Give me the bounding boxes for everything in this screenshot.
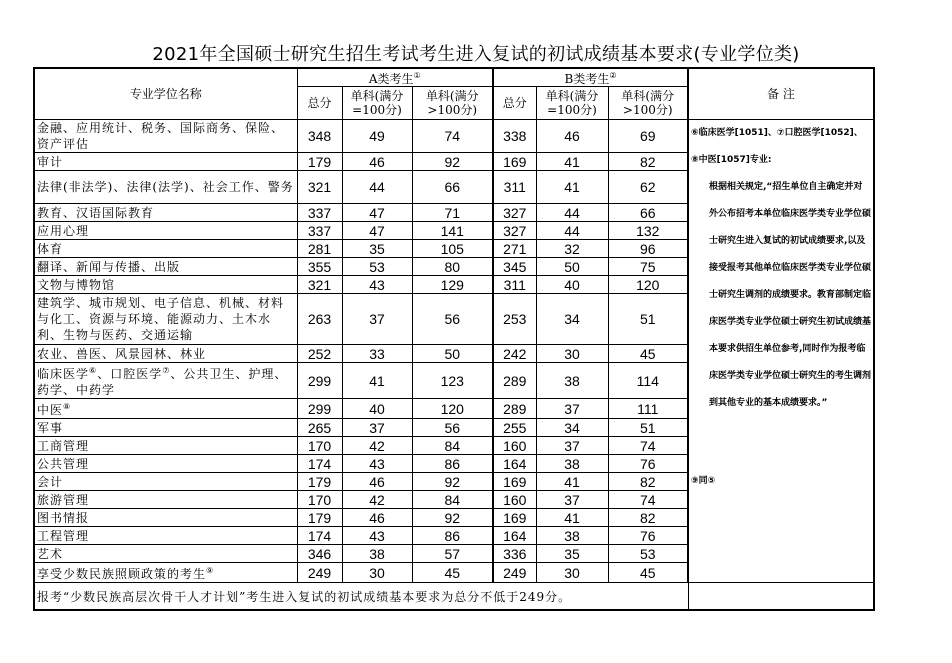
b-single-100-cell: 41	[536, 153, 608, 171]
b-single-100-cell: 34	[536, 419, 608, 437]
remark-line-4: ⑨同⑤	[691, 476, 716, 486]
a-total-cell: 179	[297, 153, 342, 171]
a-single-gt100-cell: 57	[412, 545, 493, 563]
b-single-gt100-cell: 132	[608, 222, 688, 240]
row-name: 文物与博物馆	[34, 276, 297, 294]
a-total-cell: 337	[297, 222, 342, 240]
header-b-total: 总分	[493, 87, 536, 120]
b-single-gt100-cell: 120	[608, 276, 688, 294]
row-name: 军事	[34, 419, 297, 437]
b-single-gt100-cell: 62	[608, 171, 688, 204]
a-single-gt100-cell: 84	[412, 437, 493, 455]
row-name: 农业、兽医、风景园林、林业	[34, 345, 297, 363]
a-single-100-cell: 40	[342, 399, 412, 419]
b-single-100-cell: 38	[536, 527, 608, 545]
a-single-gt100-cell: 50	[412, 345, 493, 363]
b-total-cell: 169	[493, 153, 536, 171]
b-single-gt100-cell: 66	[608, 204, 688, 222]
a-single-gt100-cell: 141	[412, 222, 493, 240]
b-single-100-cell: 35	[536, 545, 608, 563]
b-single-gt100-cell: 51	[608, 294, 688, 345]
row-name: 金融、应用统计、税务、国际商务、保险、资产评估	[34, 120, 297, 153]
b-total-cell: 164	[493, 455, 536, 473]
b-single-gt100-cell: 69	[608, 120, 688, 153]
header-b-single-100: 单科(满分=100分)	[536, 87, 608, 120]
a-single-100-cell: 42	[342, 437, 412, 455]
row-name: 旅游管理	[34, 491, 297, 509]
a-single-gt100-cell: 74	[412, 120, 493, 153]
a-total-cell: 170	[297, 491, 342, 509]
a-single-gt100-cell: 105	[412, 240, 493, 258]
b-total-cell: 311	[493, 171, 536, 204]
a-total-cell: 346	[297, 545, 342, 563]
b-single-gt100-cell: 111	[608, 399, 688, 419]
b-total-cell: 289	[493, 363, 536, 399]
a-total-cell: 265	[297, 419, 342, 437]
footer-note: 报考“少数民族高层次骨干人才计划”考生进入复试的初试成绩基本要求为总分不低于249分。	[34, 583, 688, 611]
b-single-100-cell: 30	[536, 345, 608, 363]
a-total-cell: 321	[297, 171, 342, 204]
b-total-cell: 327	[493, 222, 536, 240]
a-single-100-cell: 46	[342, 509, 412, 527]
a-single-gt100-cell: 66	[412, 171, 493, 204]
b-single-gt100-cell: 74	[608, 437, 688, 455]
a-single-100-cell: 33	[342, 345, 412, 363]
a-single-gt100-cell: 56	[412, 294, 493, 345]
b-single-gt100-cell: 96	[608, 240, 688, 258]
a-single-gt100-cell: 86	[412, 455, 493, 473]
a-single-gt100-cell: 86	[412, 527, 493, 545]
a-single-gt100-cell: 92	[412, 509, 493, 527]
header-name-column: 专业学位名称	[34, 68, 297, 120]
b-single-100-cell: 30	[536, 563, 608, 583]
b-total-cell: 160	[493, 437, 536, 455]
b-total-cell: 327	[493, 204, 536, 222]
b-single-gt100-cell: 76	[608, 527, 688, 545]
row-name: 建筑学、城市规划、电子信息、机械、材料与化工、资源与环境、能源动力、土木水利、生物与医药、交通运输	[34, 294, 297, 345]
a-single-100-cell: 42	[342, 491, 412, 509]
a-total-cell: 249	[297, 563, 342, 583]
b-single-gt100-cell: 76	[608, 455, 688, 473]
a-single-gt100-cell: 71	[412, 204, 493, 222]
a-total-cell: 321	[297, 276, 342, 294]
row-name: 图书情报	[34, 509, 297, 527]
a-total-cell: 263	[297, 294, 342, 345]
b-total-cell: 253	[493, 294, 536, 345]
table-row	[34, 120, 874, 153]
b-single-100-cell: 41	[536, 509, 608, 527]
b-single-gt100-cell: 82	[608, 509, 688, 527]
a-single-gt100-cell: 123	[412, 363, 493, 399]
b-single-100-cell: 40	[536, 276, 608, 294]
a-single-gt100-cell: 80	[412, 258, 493, 276]
b-total-cell: 271	[493, 240, 536, 258]
a-single-100-cell: 38	[342, 545, 412, 563]
footer-row	[34, 583, 874, 611]
a-single-gt100-cell: 129	[412, 276, 493, 294]
a-total-cell: 252	[297, 345, 342, 363]
b-total-cell: 242	[493, 345, 536, 363]
b-total-cell: 338	[493, 120, 536, 153]
b-single-gt100-cell: 53	[608, 545, 688, 563]
row-name: 会计	[34, 473, 297, 491]
b-total-cell: 164	[493, 527, 536, 545]
row-name: 翻译、新闻与传播、出版	[34, 258, 297, 276]
header-a-total: 总分	[297, 87, 342, 120]
b-total-cell: 336	[493, 545, 536, 563]
b-single-100-cell: 34	[536, 294, 608, 345]
a-single-100-cell: 49	[342, 120, 412, 153]
a-total-cell: 179	[297, 509, 342, 527]
remark-line-2: ⑧中医[1057]专业:	[691, 155, 772, 165]
a-single-gt100-cell: 120	[412, 399, 493, 419]
a-single-100-cell: 44	[342, 171, 412, 204]
row-name: 公共管理	[34, 455, 297, 473]
b-single-gt100-cell: 82	[608, 153, 688, 171]
row-name: 工程管理	[34, 527, 297, 545]
b-single-100-cell: 37	[536, 399, 608, 419]
b-single-100-cell: 37	[536, 491, 608, 509]
a-single-100-cell: 37	[342, 419, 412, 437]
b-total-cell: 169	[493, 509, 536, 527]
b-total-cell: 289	[493, 399, 536, 419]
row-name: 中医⑧	[34, 399, 297, 419]
page-title: 2021年全国硕士研究生招生考试考生进入复试的初试成绩基本要求(专业学位类)	[152, 44, 800, 65]
score-table	[33, 67, 875, 611]
header-a-single-100: 单科(满分=100分)	[342, 87, 412, 120]
remark-line-3: 根据相关规定,“招生单位自主确定并对外公布招考本单位临床医学类专业学位硕士研究生进入复试的初试成绩要求,以及接受报考其他单位临床医学类专业学位硕士研究生调剂的成绩要求。教育部制定临床医学类专业学位硕士研究生初试成绩基本要求供招生单位参考,同时作为报考临床医学类专业学位硕士研究生的考生调剂到其他专业的基本成绩要求。”	[709, 182, 872, 408]
a-single-100-cell: 46	[342, 153, 412, 171]
a-total-cell: 174	[297, 455, 342, 473]
a-total-cell: 337	[297, 204, 342, 222]
a-total-cell: 299	[297, 363, 342, 399]
a-single-gt100-cell: 56	[412, 419, 493, 437]
a-total-cell: 281	[297, 240, 342, 258]
a-single-100-cell: 43	[342, 527, 412, 545]
b-single-gt100-cell: 114	[608, 363, 688, 399]
remarks-cell	[688, 120, 874, 583]
b-single-100-cell: 32	[536, 240, 608, 258]
a-total-cell: 170	[297, 437, 342, 455]
b-total-cell: 255	[493, 419, 536, 437]
a-total-cell: 355	[297, 258, 342, 276]
row-name: 应用心理	[34, 222, 297, 240]
b-single-gt100-cell: 82	[608, 473, 688, 491]
b-single-gt100-cell: 45	[608, 563, 688, 583]
a-single-100-cell: 35	[342, 240, 412, 258]
b-single-100-cell: 38	[536, 455, 608, 473]
row-name: 享受少数民族照顾政策的考生⑨	[34, 563, 297, 583]
a-single-100-cell: 41	[342, 363, 412, 399]
header-group-b: B类考生②	[493, 68, 688, 87]
b-total-cell: 169	[493, 473, 536, 491]
a-single-gt100-cell: 45	[412, 563, 493, 583]
a-total-cell: 348	[297, 120, 342, 153]
a-single-100-cell: 30	[342, 563, 412, 583]
a-single-gt100-cell: 92	[412, 473, 493, 491]
b-single-gt100-cell: 45	[608, 345, 688, 363]
a-single-gt100-cell: 92	[412, 153, 493, 171]
a-total-cell: 179	[297, 473, 342, 491]
row-name: 教育、汉语国际教育	[34, 204, 297, 222]
row-name: 法律(非法学)、法律(法学)、社会工作、警务	[34, 171, 297, 204]
b-total-cell: 311	[493, 276, 536, 294]
a-single-gt100-cell: 84	[412, 491, 493, 509]
row-name: 工商管理	[34, 437, 297, 455]
remark-line-1: ⑥临床医学[1051]、⑦口腔医学[1052]、	[691, 128, 863, 138]
b-single-100-cell: 44	[536, 222, 608, 240]
row-name: 审计	[34, 153, 297, 171]
header-remarks: 备 注	[688, 68, 874, 120]
b-single-100-cell: 38	[536, 363, 608, 399]
a-total-cell: 299	[297, 399, 342, 419]
b-single-100-cell: 41	[536, 473, 608, 491]
b-single-100-cell: 50	[536, 258, 608, 276]
b-single-100-cell: 46	[536, 120, 608, 153]
b-single-100-cell: 37	[536, 437, 608, 455]
a-single-100-cell: 43	[342, 455, 412, 473]
b-single-gt100-cell: 74	[608, 491, 688, 509]
row-name: 体育	[34, 240, 297, 258]
b-total-cell: 160	[493, 491, 536, 509]
a-single-100-cell: 47	[342, 222, 412, 240]
b-single-gt100-cell: 75	[608, 258, 688, 276]
a-single-100-cell: 47	[342, 204, 412, 222]
b-single-gt100-cell: 51	[608, 419, 688, 437]
b-single-100-cell: 41	[536, 171, 608, 204]
a-total-cell: 174	[297, 527, 342, 545]
header-b-single-gt100: 单科(满分>100分)	[608, 87, 688, 120]
header-a-single-gt100: 单科(满分>100分)	[412, 87, 493, 120]
a-single-100-cell: 46	[342, 473, 412, 491]
b-single-100-cell: 44	[536, 204, 608, 222]
b-total-cell: 249	[493, 563, 536, 583]
a-single-100-cell: 53	[342, 258, 412, 276]
b-total-cell: 345	[493, 258, 536, 276]
row-name: 艺术	[34, 545, 297, 563]
header-group-a: A类考生①	[297, 68, 493, 87]
row-name: 临床医学⑥、口腔医学⑦、公共卫生、护理、药学、中药学	[34, 363, 297, 399]
a-single-100-cell: 43	[342, 276, 412, 294]
a-single-100-cell: 37	[342, 294, 412, 345]
